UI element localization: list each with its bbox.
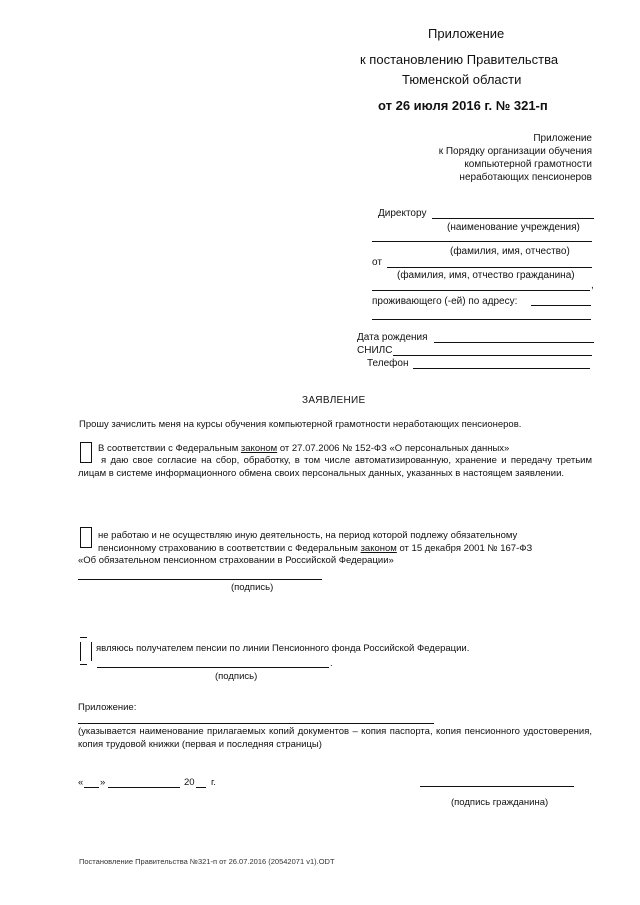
appendix-line-3: компьютерной грамотности: [464, 159, 592, 170]
snils-field-line[interactable]: [393, 355, 592, 356]
header-line-3: Тюменской области: [402, 72, 522, 87]
attachment-hint: (указывается наименование прилагаемых копий документов – копия паспорта, копия пенсионного удостоверения, копия трудовой книжки (первая и последняя страницы): [78, 726, 592, 750]
statement-title: ЗАЯВЛЕНИЕ: [302, 395, 366, 406]
date-close-quote: »: [100, 777, 106, 788]
date-year-suffix: г.: [211, 777, 216, 788]
not-working-line-1: не работаю и не осуществляю иную деятельность, на период которой подлежу обязательному: [98, 530, 518, 541]
pension-text: являюсь получателем пенсии по линии Пенсионного фонда Российской Федерации.: [96, 643, 470, 654]
not-working-line-3: «Об обязательном пенсионном страховании в Российской Федерации»: [78, 555, 394, 566]
citizen-name-hint: (фамилия, имя, отчество гражданина): [397, 270, 575, 281]
birth-date-field-line[interactable]: [434, 342, 594, 343]
director-name-field-line[interactable]: [372, 241, 592, 242]
pension-checkbox-bottom-tick: [80, 664, 87, 665]
citizen-signature-hint: (подпись гражданина): [451, 797, 549, 808]
phone-field-line[interactable]: [413, 368, 590, 369]
birth-date-label: Дата рождения: [357, 332, 428, 343]
request-text: Прошу зачислить меня на курсы обучения компьютерной грамотности неработающих пенсионеров.: [79, 419, 522, 430]
not-working-text-after: от 15 декабря 2001 № 167-ФЗ: [399, 543, 533, 554]
director-field-line[interactable]: [432, 218, 594, 219]
consent-line-1: [98, 443, 509, 454]
not-working-signature-hint: (подпись): [231, 582, 274, 593]
consent-text-after: от 27.07.2006 № 152-ФЗ «О персональных данных»: [279, 443, 510, 454]
citizen-signature-line[interactable]: [420, 786, 574, 787]
date-month-field[interactable]: [108, 787, 180, 788]
attachment-field-line[interactable]: [78, 723, 434, 724]
consent-law-link[interactable]: законом: [240, 443, 278, 454]
not-working-signature-line[interactable]: [78, 579, 322, 580]
header-line-1: Приложение: [428, 26, 505, 41]
consent-text-before: В соответствии с Федеральным: [98, 443, 239, 454]
not-working-text-before: пенсионному страхованию в соответствии с Федеральным: [98, 543, 358, 554]
director-label: Директору: [378, 208, 427, 219]
pension-dot: .: [330, 658, 333, 669]
phone-label: Телефон: [367, 358, 409, 369]
from-label: от: [372, 257, 382, 268]
institution-hint: (наименование учреждения): [447, 222, 580, 233]
pension-signature-line[interactable]: [97, 667, 329, 668]
date-year-prefix: 20: [184, 777, 195, 788]
attachment-label: Приложение:: [78, 702, 137, 713]
appendix-line-4: неработающих пенсионеров: [459, 172, 592, 183]
pension-checkbox[interactable]: [80, 642, 92, 661]
date-open-quote: «: [78, 777, 84, 788]
not-working-checkbox[interactable]: [80, 527, 92, 548]
snils-label: СНИЛС: [357, 345, 393, 356]
citizen-name-field-line[interactable]: [387, 267, 592, 268]
citizen-extra-field-line[interactable]: [372, 290, 590, 291]
not-working-law-link[interactable]: законом: [360, 543, 397, 554]
comma-mark: ,: [591, 280, 594, 291]
residing-label: проживающего (-ей) по адресу:: [372, 296, 518, 307]
pension-checkbox-top-tick: [80, 637, 87, 638]
date-year-field[interactable]: [196, 787, 206, 788]
address-field-line-2[interactable]: [372, 319, 591, 320]
address-field-line-1[interactable]: [531, 305, 591, 306]
appendix-line-2: к Порядку организации обучения: [438, 146, 592, 157]
director-name-hint: (фамилия, имя, отчество): [450, 246, 570, 257]
date-day-field[interactable]: [84, 787, 99, 788]
header-resolution-date: от 26 июля 2016 г. № 321-п: [378, 98, 548, 113]
pension-signature-hint: (подпись): [215, 671, 258, 682]
appendix-line-1: Приложение: [533, 133, 592, 144]
not-working-line-2: [98, 543, 532, 554]
consent-paragraph: я даю свое согласие на сбор, обработку, в том числе автоматизированную, хранение и передачу третьим лицам в системе информационного обмена своих персональных данных, указанных в настоящем заявлении.: [78, 455, 592, 479]
document-footer: Постановление Правительства №321-п от 26.07.2016 (20542071 v1).ODT: [79, 857, 335, 866]
header-line-2: к постановлению Правительства: [360, 52, 559, 67]
